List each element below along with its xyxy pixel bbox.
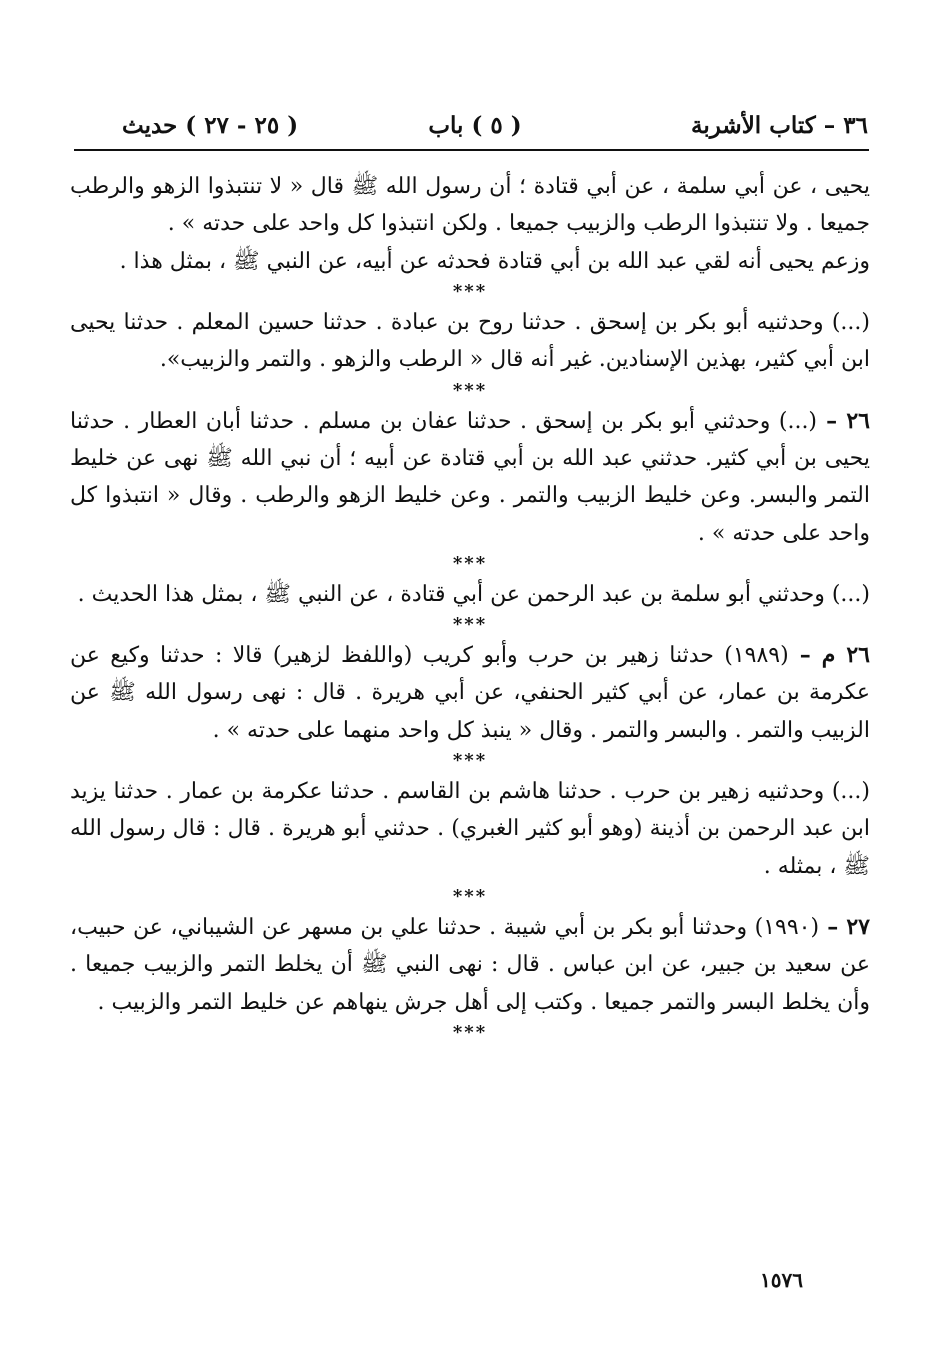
hadith-text: (...) وحدثنيه أبو بكر بن إسحق . حدثنا روح بن عبادة . حدثنا حسين المعلم . حدثنا يحيى ابن أبي كثير، بهذين الإسنادين. غير أنه قال « الرطب والزهو . والتمر والزبيب». <box>70 309 870 373</box>
section-separator: *** <box>452 750 488 772</box>
section-separator: *** <box>452 553 488 575</box>
hadith-paragraph <box>70 576 870 613</box>
hadith-number: ٢٧ – <box>819 914 870 941</box>
hadith-paragraph <box>70 909 870 1021</box>
hadith-paragraph <box>70 168 870 243</box>
section-separator: *** <box>452 1022 488 1044</box>
chapter-label: ( ٥ ) باب <box>428 112 522 139</box>
hadith-text: يحيى ، عن أبي سلمة ، عن أبي قتادة ؛ أن رسول الله ﷺ قال « لا تنتبذوا الزهو والرطب جميعا . ولا تنتبذوا الرطب والزبيب جميعا . ولكن انتبذوا كل واحد على حدته » . <box>70 174 870 237</box>
header-rule <box>74 149 869 151</box>
hadith-paragraph <box>70 304 870 379</box>
hadith-number: ٢٦ م – <box>788 642 870 669</box>
page-number: ١٥٧٦ <box>760 1268 803 1292</box>
hadith-text: (...) وحدثنيه زهير بن حرب . حدثنا هاشم بن القاسم . حدثنا عكرمة بن عمار . حدثنا يزيد ابن عبد الرحمن بن أذينة (وهو أبو كثير الغبري) . حدثني أبو هريرة . قال : قال رسول الله ﷺ ، بمثله . <box>70 779 870 879</box>
book-title: ٣٦ – كتاب الأشربة <box>691 112 868 139</box>
page-header <box>82 112 868 148</box>
section-separator: *** <box>452 379 488 401</box>
hadith-number: ٢٦ – <box>817 407 870 434</box>
hadith-text: وزعم يحيى أنه لقي عبد الله بن أبي قتادة فحدثه عن أبيه، عن النبي ﷺ ، بمثل هذا . <box>119 248 870 274</box>
hadith-paragraph <box>70 773 870 885</box>
hadith-paragraph <box>70 637 870 749</box>
hadith-paragraph <box>70 403 870 553</box>
hadith-text: (١٩٩٠) وحدثنا أبو بكر بن أبي شيبة . حدثنا علي بن مسهر عن الشيباني، عن حبيب، عن سعيد بن جبير، عن ابن عباس . قال : نهى النبي ﷺ أن يخلط التمر والزبيب جميعا . وأن يخلط البسر والتمر جميعا . وكتب إلى أهل جرش ينهاهم عن خليط التمر والزبيب . <box>70 915 870 1015</box>
section-separator: *** <box>452 886 488 908</box>
section-separator: *** <box>452 614 488 636</box>
hadith-text: (...) وحدثني أبو سلمة بن عبد الرحمن عن أبي قتادة ، عن النبي ﷺ ، بمثل هذا الحديث . <box>77 581 870 607</box>
hadith-paragraph <box>70 243 870 280</box>
section-separator: *** <box>452 281 488 303</box>
hadith-text: (...) وحدثني أبو بكر بن إسحق . حدثنا عفان بن مسلم . حدثنا أبان العطار . حدثنا يحيى بن أبي كثير. حدثني عبد الله بن أبي قتادة عن أبيه ؛ أن نبي الله ﷺ نهى عن خليط التمر والبسر. وعن خليط الزبيب والتمر . وعن خليط الزهو والرطب . وقال « انتبذوا كل واحد على حدته » . <box>70 408 870 546</box>
hadith-range: ( ٢٥ - ٢٧ ) حديث <box>122 112 299 139</box>
hadith-text-body <box>70 168 870 1045</box>
hadith-text: (١٩٨٩) حدثنا زهير بن حرب وأبو كريب (واللفظ لزهير) قالا : حدثنا وكيع عن عكرمة بن عمار، عن أبي كثير الحنفي، عن أبي هريرة . قال : نهى رسول الله ﷺ عن الزبيب والتمر . والبسر والتمر . وقال « ينبذ كل واحد منهما على حدته » . <box>70 643 870 743</box>
